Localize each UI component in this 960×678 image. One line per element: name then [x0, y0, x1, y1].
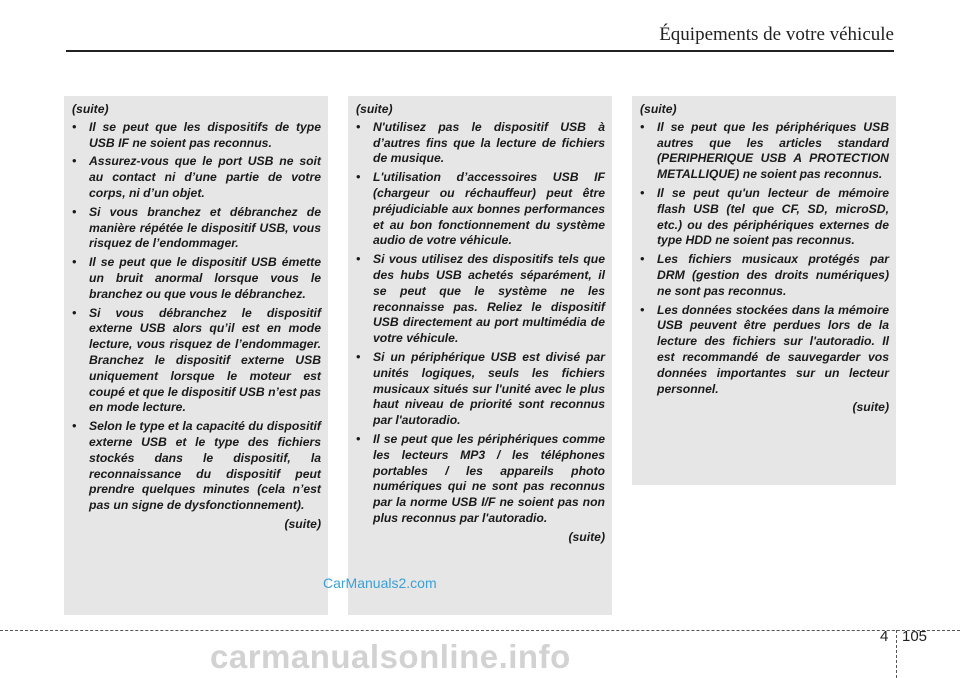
list-item: • N'utilisez pas le dispositif USB à d’autres fins que la lecture de fichiers de musique. [356, 120, 605, 167]
list-item: • L'utilisation d’accessoires USB IF (chargeur ou réchauffeur) peut être préjudiciable aux bonnes performances et au bon fonctionnement du système audio de votre véhicule. [356, 170, 605, 249]
suite-label-top: (suite) [356, 102, 393, 116]
bullet-list [356, 120, 605, 527]
suite-label-bottom: (suite) [852, 400, 889, 415]
list-item: • Assurez-vous que le port USB ne soit au contact ni d’une partie de votre corps, ni d’un objet. [72, 154, 321, 201]
suite-label-top: (suite) [640, 102, 677, 116]
list-item: • Les données stockées dans la mémoire USB peuvent être perdues lors de la lecture des fichiers sur l'autoradio. Il est recommandé de sauvegarder vos données importantes sur un lecteur personnel. [640, 303, 889, 398]
list-item: • Selon le type et la capacité du dispositif externe USB et le type des fichiers stockés dans le dispositif, la reconnaissance du dispositif peut prendre quelques minutes (cela n’est pas un signe de dysfonctionnement). [72, 419, 321, 514]
list-item: • Il se peut que les périphériques USB autres que les articles standard (PERIPHERIQUE USB A PROTECTION METALLIQUE) ne soient pas reconnus. [640, 120, 889, 183]
list-item: • Il se peut que les périphériques comme les lecteurs MP3 / les téléphones portables / les appareils photo numériques qui ne sont pas reconnus par la norme USB I/F ne soient pas non plus reconnus par l'autoradio. [356, 432, 605, 527]
suite-label-bottom: (suite) [568, 529, 605, 544]
text-column-2 [348, 96, 612, 615]
site-watermark: carmanualsonline.info [210, 638, 571, 675]
text-column-3 [632, 96, 896, 485]
page-number: 105 [902, 628, 928, 645]
list-item: • Si vous branchez et débranchez de manière répétée le dispositif USB, vous risquez de l’endommager. [72, 205, 321, 252]
list-item: • Il se peut que le dispositif USB émette un bruit anormal lorsque vous le branchez ou que vous le débranchez. [72, 255, 321, 302]
header-rule [66, 50, 894, 52]
list-item: • Si vous débranchez le dispositif externe USB alors qu’il est en mode lecture, vous risquez de l’endommager. Branchez le dispositif externe USB uniquement lorsque le moteur est coupé et que le dispositif USB n’est pas en mode lecture. [72, 306, 321, 417]
list-item: • Il se peut qu'un lecteur de mémoire flash USB (tel que CF, SD, microSD, etc.) ou des périphériques externes de type HDD ne soient pas reconnus. [640, 186, 889, 249]
list-item: • Il se peut que les dispositifs de type USB IF ne soient pas reconnus. [72, 120, 321, 152]
list-item: • Les fichiers musicaux protégés par DRM (gestion des droits numériques) ne sont pas reconnus. [640, 252, 889, 299]
page-number-divider [896, 630, 897, 678]
footer-rule [0, 630, 960, 631]
text-column-1 [64, 96, 328, 615]
watermark-link[interactable]: CarManuals2.com [323, 575, 437, 591]
list-item: • Si vous utilisez des dispositifs tels que des hubs USB achetés séparément, il se peut que le système ne les reconnaisse pas. Reliez le dispositif USB directement au port multimédia de votre véhicule. [356, 252, 605, 347]
page-header-title: Équipements de votre véhicule [659, 24, 894, 45]
suite-label-top: (suite) [72, 102, 109, 116]
suite-label-bottom: (suite) [284, 516, 321, 531]
list-item: • Si un périphérique USB est divisé par unités logiques, seuls les fichiers musicaux situés sur l'unité avec le plus haut niveau de priorité sont reconnus par l'autoradio. [356, 350, 605, 429]
bullet-list [640, 120, 889, 398]
bullet-list [72, 120, 321, 514]
chapter-number: 4 [880, 628, 889, 645]
